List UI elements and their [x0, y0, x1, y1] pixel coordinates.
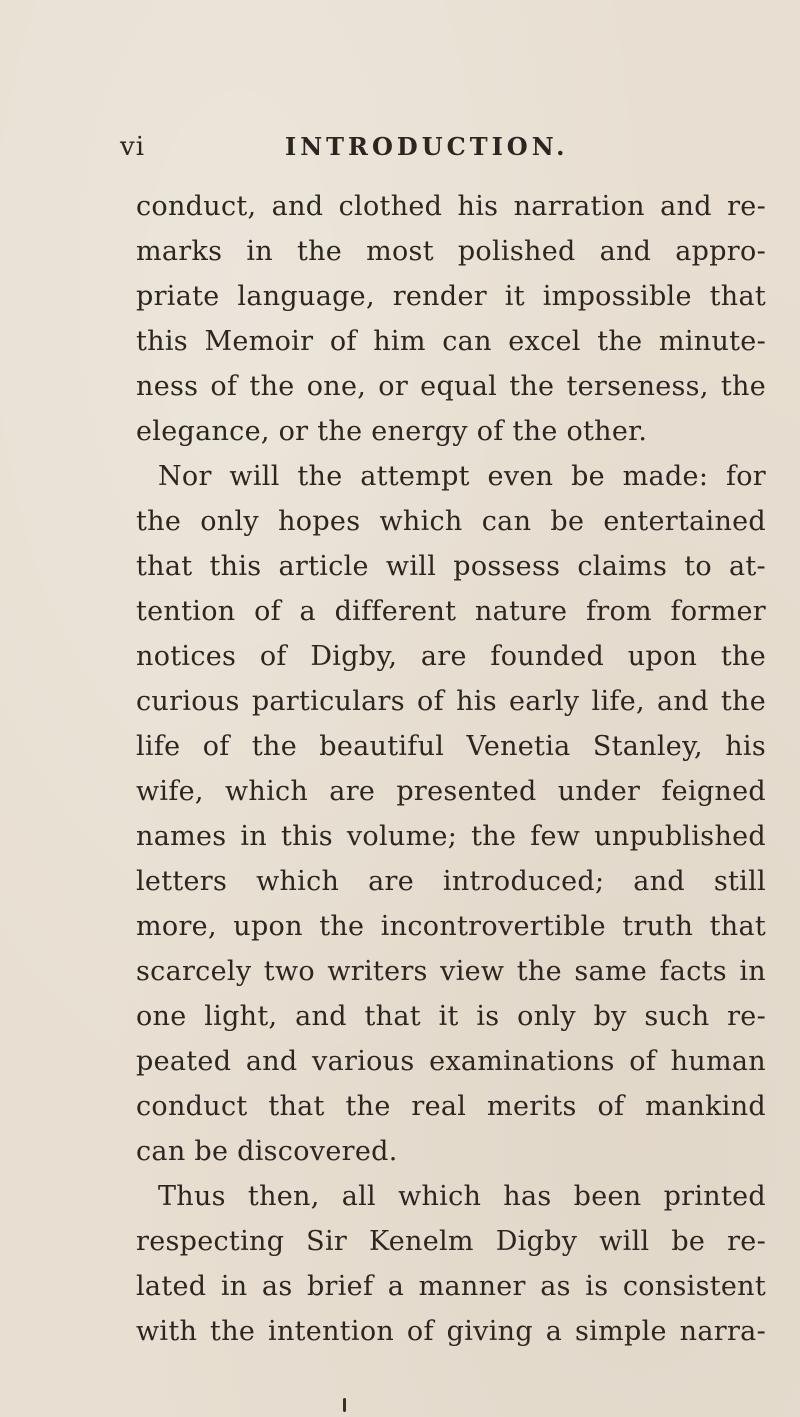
text-line: names in this volume; the few unpublished: [136, 821, 766, 852]
body-text: [136, 184, 766, 1354]
running-head: INTRODUCTION.: [285, 132, 569, 161]
text-line: life of the beautiful Venetia Stanley, his: [136, 731, 766, 762]
text-line: scarcely two writers view the same facts in: [136, 956, 766, 987]
text-line: can be discovered.: [136, 1136, 398, 1167]
text-line: elegance, or the energy of the other.: [136, 416, 648, 447]
text-line: marks in the most polished and appro-: [136, 236, 766, 267]
text-line: wife, which are presented under feigned: [136, 776, 766, 807]
page-header: [0, 128, 800, 168]
text-line: priate language, render it impossible that: [136, 281, 766, 312]
text-line: letters which are introduced; and still: [136, 866, 766, 897]
text-line: conduct that the real merits of mankind: [136, 1091, 766, 1122]
text-line: this Memoir of him can excel the minute-: [136, 326, 766, 357]
text-line: one light, and that it is only by such re-: [136, 1001, 766, 1032]
text-line: Thus then, all which has been printed: [158, 1181, 766, 1212]
text-line: peated and various examinations of human: [136, 1046, 766, 1077]
text-line: respecting Sir Kenelm Digby will be re-: [136, 1226, 766, 1257]
text-line: the only hopes which can be entertained: [136, 506, 766, 537]
page-number: vi: [120, 132, 146, 162]
text-line: lated in as brief a manner as is consistent: [136, 1271, 766, 1302]
text-line: more, upon the incontrovertible truth that: [136, 911, 766, 942]
text-line: ness of the one, or equal the terseness, the: [136, 371, 766, 402]
text-line: tention of a different nature from former: [136, 596, 766, 627]
text-line: notices of Digby, are founded upon the: [136, 641, 766, 672]
text-line: that this article will possess claims to at-: [136, 551, 766, 582]
text-line: conduct, and clothed his narration and re-: [136, 191, 766, 222]
ink-speck: [343, 1398, 346, 1412]
text-line: Nor will the attempt even be made: for: [158, 461, 766, 492]
text-line: curious particulars of his early life, and the: [136, 686, 766, 717]
text-line: with the intention of giving a simple narra-: [136, 1316, 766, 1347]
